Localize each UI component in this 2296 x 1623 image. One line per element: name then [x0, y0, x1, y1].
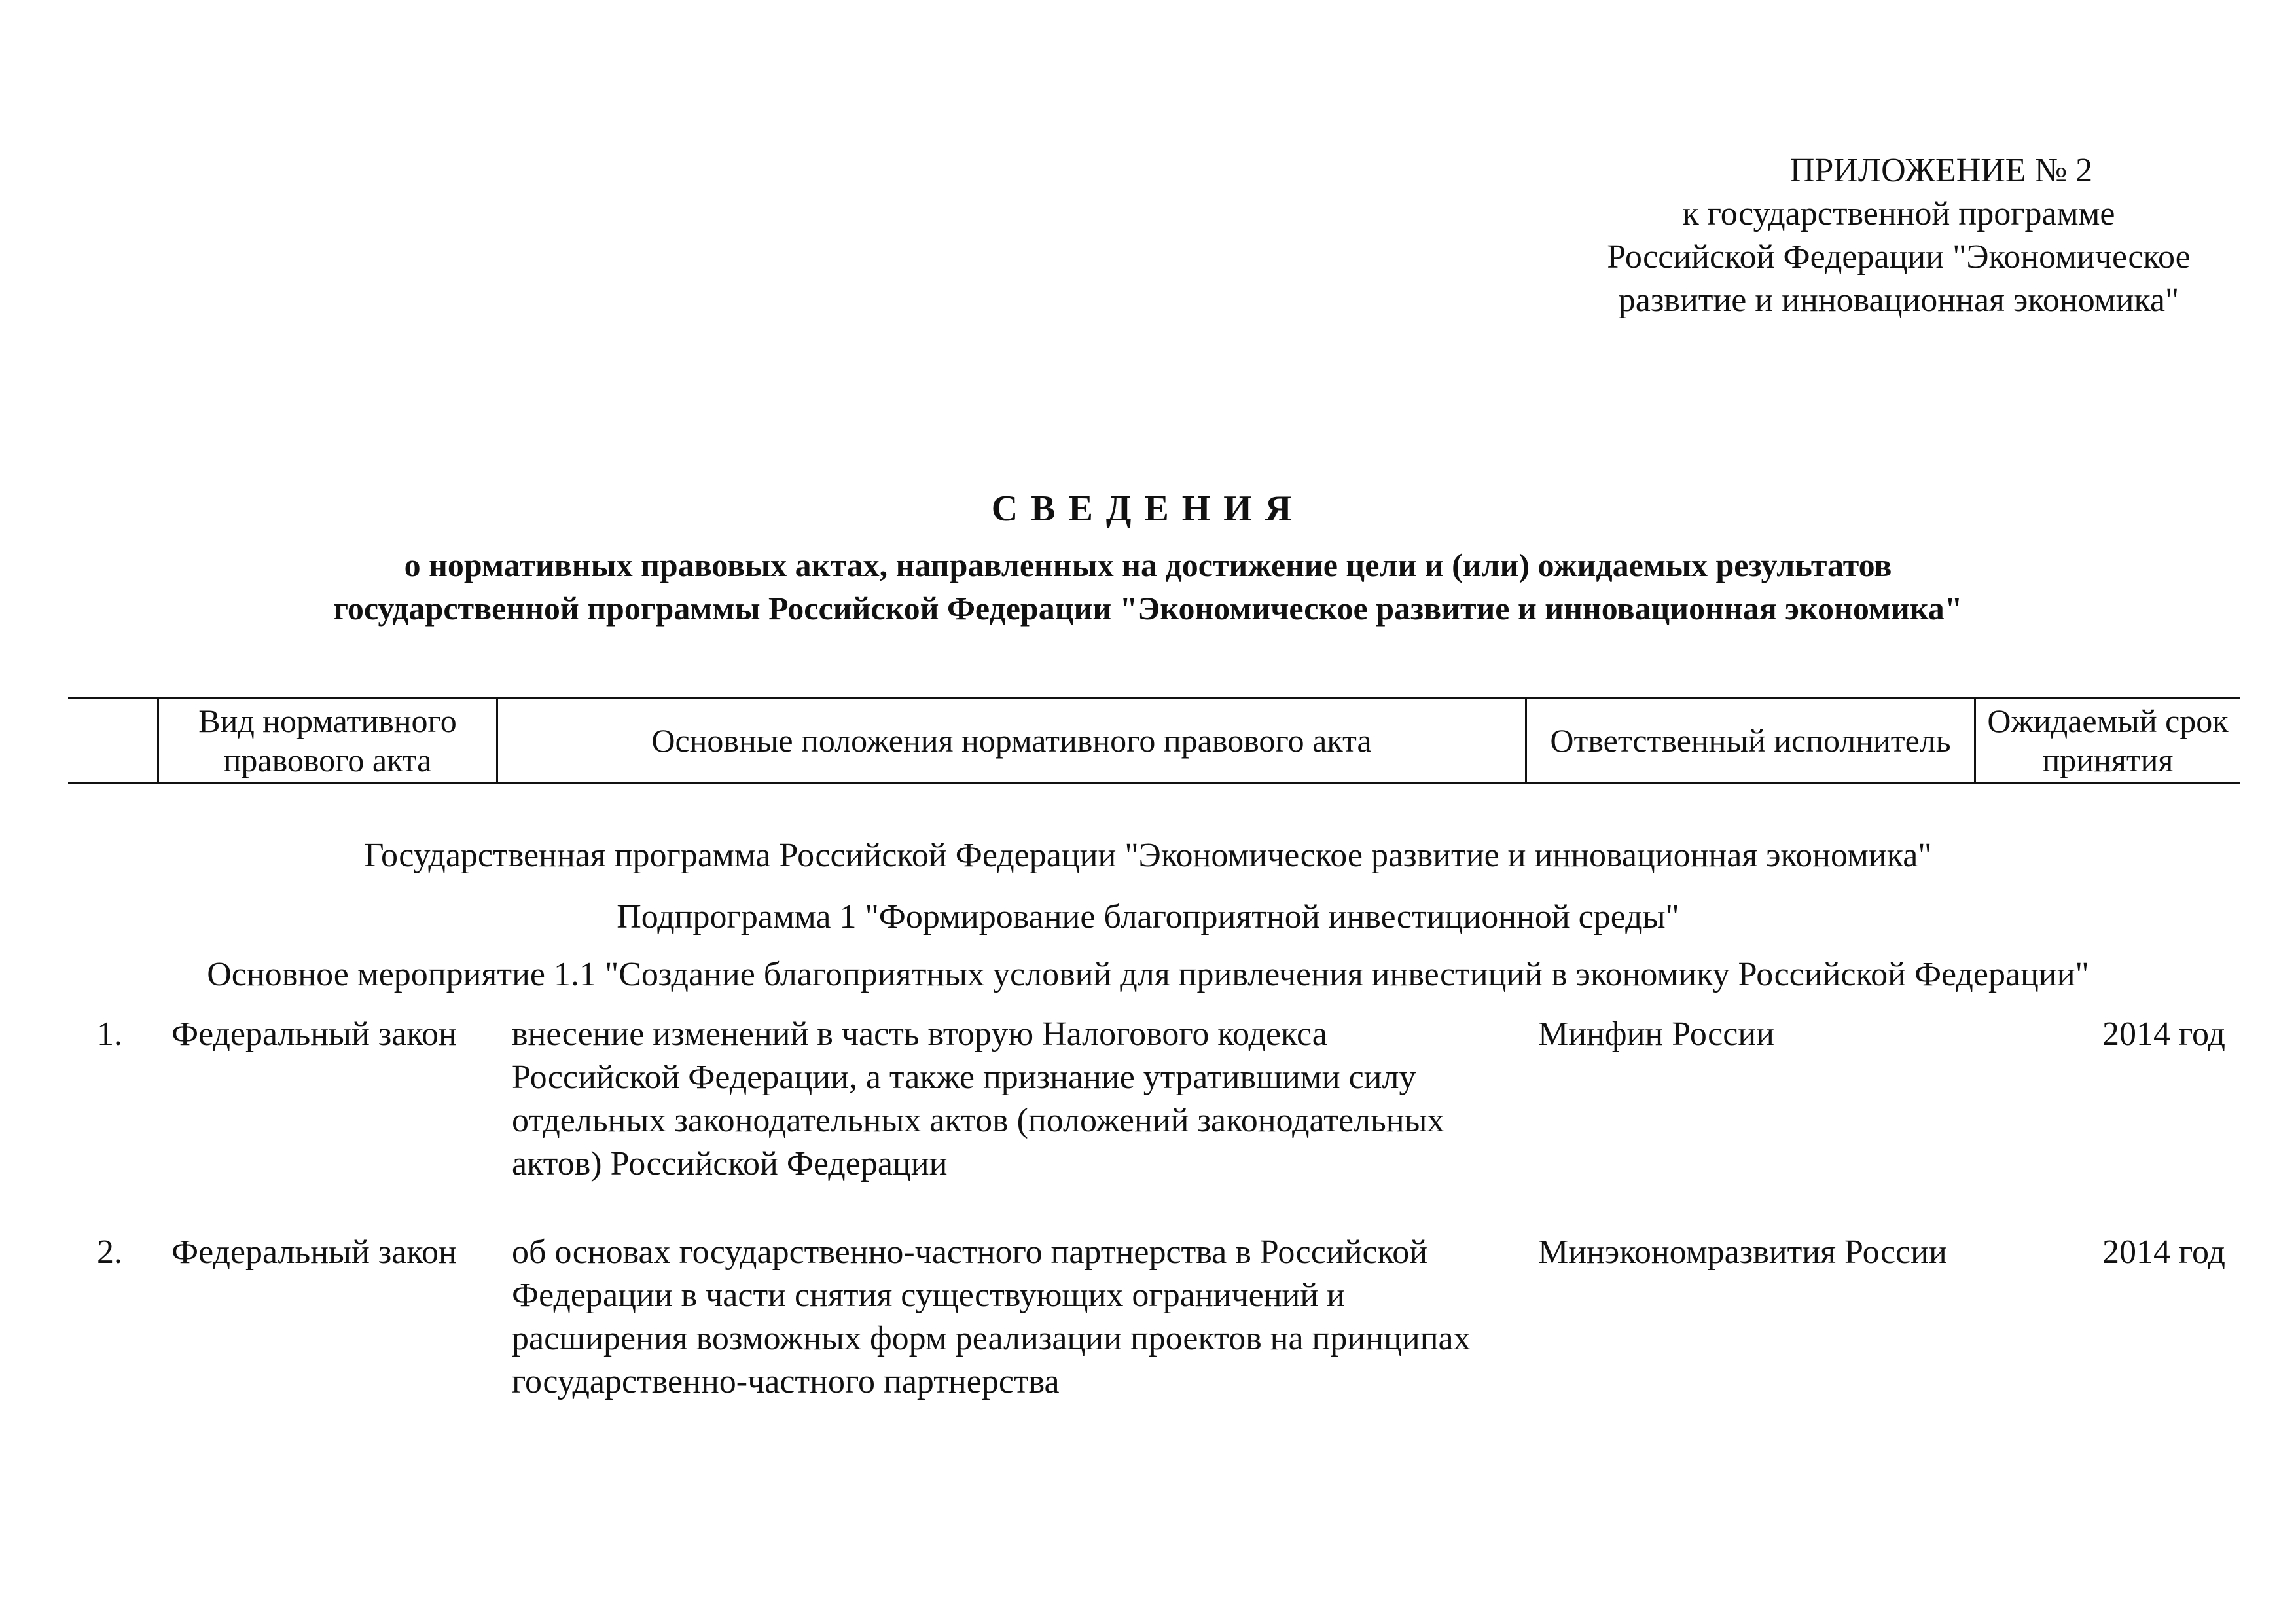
document-title: СВЕДЕНИЯ: [991, 488, 1305, 529]
appendix-title: ПРИЛОЖЕНИЕ № 2: [1789, 152, 2093, 189]
column-header-term: Ожидаемый срок принятия: [1974, 699, 2240, 782]
row-act-kind: Федеральный закон: [171, 1015, 457, 1053]
appendix-line: развитие и инновационная экономика": [1618, 282, 2179, 319]
appendix-line: к государственной программе: [1682, 195, 2115, 232]
row-number: 2.: [97, 1233, 122, 1271]
subtitle-line: государственной программы Российской Федерации "Экономическое развитие и инновационная экономика": [333, 590, 1963, 627]
column-header-number: [68, 699, 157, 782]
column-header-description: Основные положения нормативного правового акта: [496, 699, 1525, 782]
section-program: Государственная программа Российской Федерации "Экономическое развитие и инновационная экономика": [364, 837, 1932, 874]
subtitle-line: о нормативных правовых актах, направленных на достижение цели и (или) ожидаемых результатов: [404, 547, 1892, 583]
appendix-block: [1529, 149, 2269, 322]
appendix-line: Российской Федерации "Экономическое: [1607, 238, 2191, 276]
column-header-kind: Вид нормативного правового акта: [157, 699, 496, 782]
row-number: 1.: [97, 1015, 122, 1053]
row-term: 2014 год: [2102, 1233, 2225, 1271]
row-responsible: Минэкономразвития России: [1538, 1233, 1947, 1271]
section-subprogram: Подпрограмма 1 "Формирование благоприятной инвестиционной среды": [617, 898, 1679, 936]
row-responsible: Минфин России: [1538, 1015, 1774, 1053]
row-description: об основах государственно-частного партнерства в Российской Федерации в части снятия существующих ограничений и расширения возможных форм реализации проектов на принципах государственно-частного партнерства: [512, 1233, 1471, 1400]
column-header-responsible: Ответственный исполнитель: [1525, 699, 1974, 782]
table-header: [68, 697, 2240, 784]
document-subtitle: [0, 543, 2296, 630]
row-act-kind: Федеральный закон: [171, 1233, 457, 1271]
row-description: внесение изменений в часть вторую Налогового кодекса Российской Федерации, а также признание утратившими силу отдельных законодательных актов (положений законодательных актов) Российской Федерации: [512, 1015, 1444, 1182]
row-term: 2014 год: [2102, 1015, 2225, 1053]
section-main-activity: Основное мероприятие 1.1 "Создание благоприятных условий для привлечения инвестиций в экономику Российской Федерации": [207, 956, 2089, 993]
